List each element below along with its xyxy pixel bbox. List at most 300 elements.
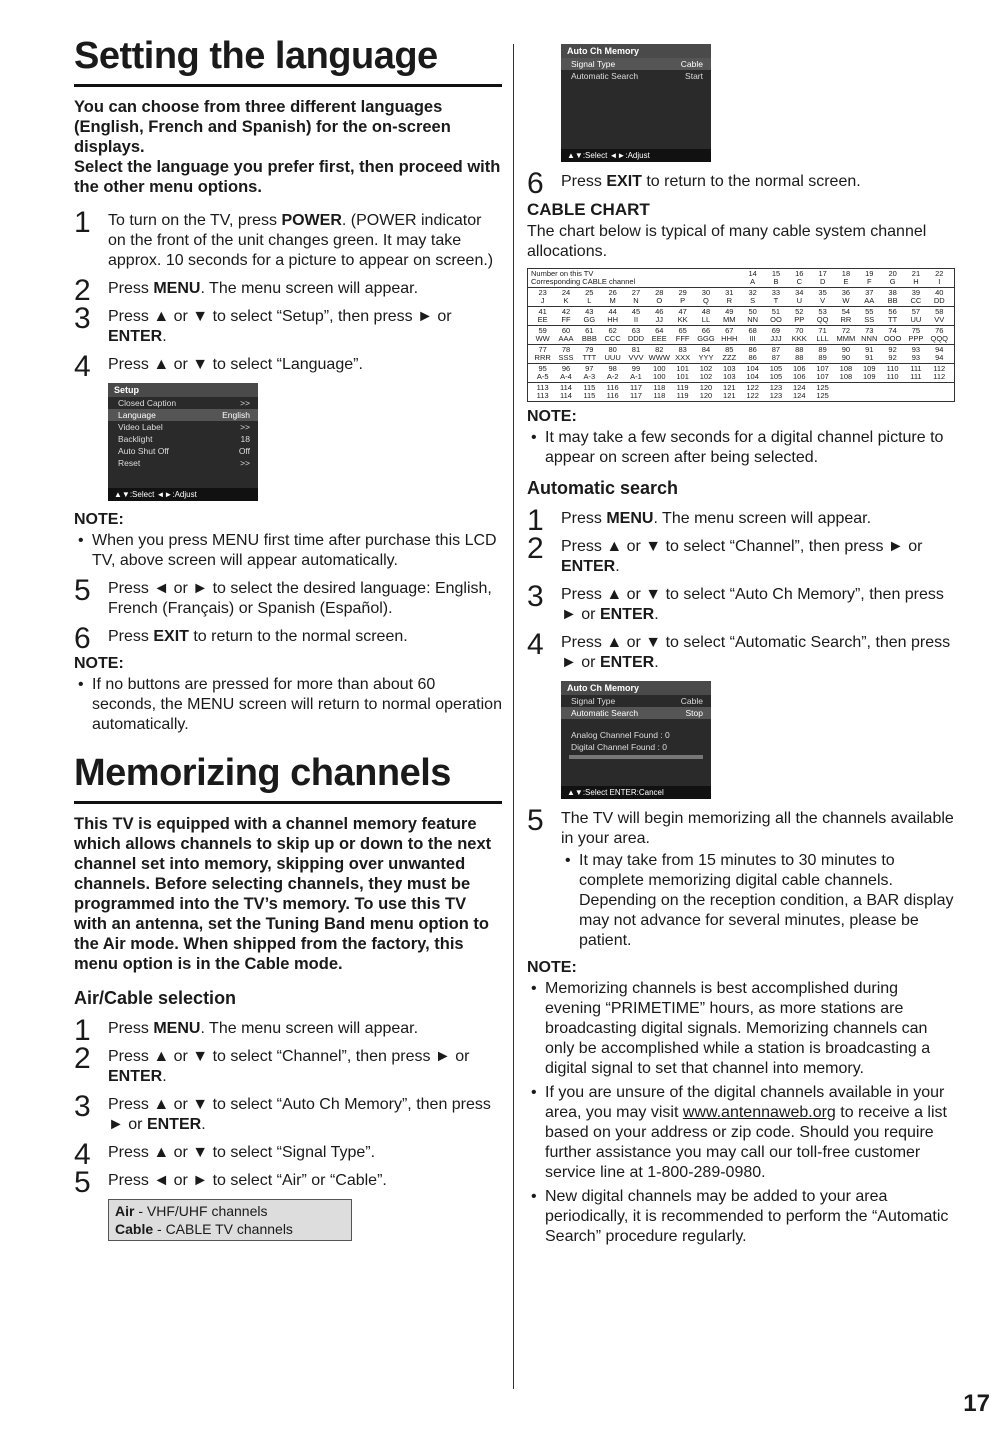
chart-header-line: Number on this TV [531,269,594,278]
step-text: Press [108,280,154,297]
chart-cell: 104 [746,364,759,373]
step-number: 3 [74,1090,91,1123]
menu-label: Signal Type [571,59,616,69]
menu-row [561,695,711,707]
chart-cell: 59 [538,326,547,335]
note-heading: NOTE: [74,655,124,672]
step-text: Press ▲ or ▼ to select “Language”. [108,356,363,373]
chart-cell: 61 [585,326,594,335]
chart-cell: 34 [795,288,804,297]
chart-cell: 27 [631,288,641,297]
chart-cell: 66 [701,326,711,335]
chart-cell: 100 [653,372,666,381]
digital-found-text: Digital Channel Found : 0 [571,742,667,752]
screen-footer: ▲▼:Select ◄►:Adjust [561,149,711,162]
chart-cell: 116 [606,383,619,392]
chart-row [528,383,954,401]
chart-cell: 120 [699,383,713,392]
legend-key: Cable [115,1221,154,1237]
auto-step-1 [527,504,955,537]
menu-value: Off [238,446,250,456]
menu-row-selected [108,409,258,421]
screen-footer: ▲▼:Select ENTER:Cancel [561,786,711,799]
chart-cell: UUU [604,353,621,362]
chart-cell: 120 [699,391,713,400]
chart-cell: 104 [746,372,759,381]
chart-cell: FFF [675,334,690,343]
intro-line-2: Select the language you prefer first, then proceed with the other menu options. [74,158,501,196]
chart-cell: J [540,296,545,305]
chart-cell: 18 [841,269,851,278]
setup-menu-screen [108,383,258,501]
chart-cell: KK [677,315,688,324]
cable-chart-heading: CABLE CHART [527,200,650,219]
chart-cell: 81 [631,345,641,354]
chart-cell: 22 [935,269,944,278]
step-text: . [201,1116,206,1133]
chart-cell: 72 [841,326,851,335]
chart-cell: KKK [791,334,807,343]
chart-cell: 79 [585,345,594,354]
chart-cell: T [773,296,779,305]
chart-cell: 71 [818,326,827,335]
step-4 [74,350,502,383]
automatic-search-heading: Automatic search [527,478,679,498]
chart-cell: 117 [629,391,642,400]
air-step-4 [74,1138,502,1171]
chart-cell: 53 [818,307,827,316]
chart-cell: F [867,277,872,286]
chart-cell: 99 [631,364,641,373]
chart-cell: 125 [816,391,829,400]
step-number: 5 [527,804,544,837]
note-text: If you are unsure of the digital channels available in your area, you may visit [545,1084,945,1121]
chart-cell: UU [910,315,922,324]
chart-cell: 74 [888,326,897,335]
step-6-exit [527,167,955,200]
chart-cell: 32 [748,288,757,297]
intro-line-1: You can choose from three different languages (English, French and Spanish) for the on-screen displays. [74,98,451,156]
chart-cell: 92 [888,345,897,354]
chart-cell: 112 [933,364,946,373]
chart-cell: K [563,296,569,305]
chart-cell: 57 [911,307,921,316]
chart-cell: 122 [746,391,759,400]
analog-found-text: Analog Channel Found : 0 [571,730,670,740]
step-key: POWER [281,212,342,229]
chart-row [528,288,954,307]
chart-cell: 109 [863,372,876,381]
step-key: MENU [153,1020,201,1037]
chart-cell: 56 [888,307,897,316]
step-number: 5 [74,1166,91,1199]
step-text: Press ▲ or ▼ to select “Channel”, then press ► or [108,1048,470,1065]
menu-label: Signal Type [571,696,616,706]
chart-cell: VV [934,315,945,324]
left-column [74,34,502,1241]
note-bullet: • If no buttons are pressed for more than about 60 seconds, the MENU screen will return to normal operation automatically. [74,675,502,735]
chart-cell: 91 [865,345,874,354]
chart-cell: 29 [678,288,687,297]
title-rule [74,84,502,87]
screen-title: Setup [108,383,258,397]
chart-cell: E [843,277,849,286]
chart-cell: QQ [816,315,829,324]
chart-cell: SSS [558,353,574,362]
chart-cell: 85 [725,345,734,354]
chart-cell: 64 [655,326,664,335]
chart-cell: 58 [935,307,944,316]
chart-cell: 125 [816,383,829,392]
chart-cell: 82 [655,345,664,354]
chart-cell: CC [910,296,922,305]
step-text: Press [108,628,154,645]
auto-step-3 [527,580,955,625]
chart-cell: 70 [795,326,804,335]
air-cable-legend [108,1199,352,1241]
chart-cell: 108 [839,372,853,381]
menu-value: >> [240,422,250,432]
chart-cell: FF [561,315,571,324]
chart-cell: 110 [886,364,899,373]
chart-cell: 119 [676,391,689,400]
chart-cell: TTT [582,353,597,362]
chart-cell: 121 [723,391,736,400]
step-text: . (POWER indicator on the front of the unit changes green. It may take approx. 10 seconds for a picture to appear on screen.) [108,212,494,269]
chart-cell: C [796,277,803,286]
chart-cell: 124 [793,383,806,392]
chart-cell: MMM [836,334,856,343]
chart-cell: 78 [561,345,571,354]
chart-cell: 41 [538,307,547,316]
step-text: Press ◄ or ► to select “Air” or “Cable”. [108,1172,387,1189]
step-text: Press ▲ or ▼ to select “Setup”, then press ► or [108,308,452,325]
menu-value: Cable [680,59,703,69]
step-key: ENTER [561,558,616,575]
chart-cell: AA [864,296,875,305]
note-text: to receive a list based on your address or zip code. Should you require further assistance you may call our toll-free customer service line at 1-800-289-0980. [545,1104,947,1181]
chart-cell: H [913,277,919,286]
chart-cell: 118 [653,391,666,400]
chart-cell: 115 [583,383,596,392]
chart-cell: 55 [865,307,874,316]
chart-cell: A-4 [560,372,572,381]
chart-cell: 111 [910,372,922,381]
note-bullet [527,1083,955,1183]
chart-cell: PP [794,315,805,324]
step-text: Press ◄ or ► to select the desired language: English, French (Français) or Spanish (Español). [108,580,492,617]
note-heading: NOTE: [527,959,577,976]
chart-header [531,270,741,286]
air-step-3 [74,1090,502,1135]
menu-label: Automatic Search [571,708,639,718]
chart-cell: 49 [725,307,734,316]
chart-cell: 115 [583,391,596,400]
chart-cell: 24 [561,288,571,297]
chart-cell: 54 [841,307,851,316]
step-number: 1 [74,1014,91,1047]
chart-cell: 98 [608,364,617,373]
step-number: 3 [74,302,91,335]
chart-header-line: Corresponding CABLE channel [531,277,636,286]
menu-label: Closed Caption [118,398,177,408]
note-heading: NOTE: [74,511,124,528]
cable-chart-table [527,268,955,402]
chart-cell: 103 [723,372,736,381]
step-2 [74,274,502,307]
chart-cell: 114 [560,391,572,400]
language-intro [74,97,502,197]
chart-cell: 39 [911,288,921,297]
chart-cell: 114 [560,383,572,392]
chart-cell: 84 [701,345,711,354]
chart-cell: 86 [748,353,757,362]
step-text: . The menu screen will appear. [653,510,872,527]
chart-cell: A [750,277,756,286]
step-sub-bullet: • It may take from 15 minutes to 30 minutes to complete memorizing digital cable channels. Depending on the reception condition, a BAR display may not advance for several minutes, please be patient. [561,851,955,951]
chart-cell: 96 [561,364,571,373]
chart-cell: 37 [865,288,874,297]
chart-cell: 31 [725,288,734,297]
chart-cell: 77 [538,345,547,354]
chart-cell: 103 [723,364,736,373]
chart-cell: AAA [558,334,574,343]
chart-cell: 75 [911,326,921,335]
menu-value: >> [240,398,250,408]
chart-cell: V [820,296,826,305]
chart-cell: 101 [676,364,689,373]
menu-label: Backlight [118,434,153,444]
chart-cell: 107 [816,372,829,381]
legend-text: - CABLE TV channels [153,1221,293,1237]
chart-cell: 15 [771,269,781,278]
chart-cell: 101 [676,372,689,381]
menu-value: English [222,410,250,420]
legend-text: - VHF/UHF channels [134,1203,268,1219]
chart-cell: S [750,296,756,305]
step-number: 2 [74,1042,91,1075]
chart-cell: 50 [748,307,757,316]
chart-cell: 19 [865,269,874,278]
chart-cell: 112 [933,372,946,381]
step-text: Press [561,173,607,190]
step-3 [74,302,502,347]
step-text: . [615,558,620,575]
menu-row [108,445,258,457]
chart-cell: A-3 [583,372,596,381]
menu-label: Automatic Search [571,71,639,81]
step-text: . [162,328,167,345]
note-bullet: • It may take a few seconds for a digital channel picture to appear on screen after being selected. [527,428,955,468]
chart-cell: 86 [748,345,757,354]
chart-cell: N [633,296,639,305]
step-text: Press ▲ or ▼ to select “Auto Ch Memory”, then press ► or [561,586,944,623]
chart-cell: 118 [653,383,666,392]
chart-cell: 21 [911,269,921,278]
step-key: ENTER [108,1068,163,1085]
chart-cell: RR [840,315,852,324]
chart-cell: 63 [631,326,641,335]
chart-cell: 94 [935,353,944,362]
chart-cell: A-5 [536,372,549,381]
auto-step-4 [527,628,955,673]
chart-cell: OOO [883,334,902,343]
screen-title: Auto Ch Memory [561,44,711,58]
legend-row-air [115,1202,345,1220]
section-title-memorizing: Memorizing channels [74,752,451,794]
step-text: Press ▲ or ▼ to select “Auto Ch Memory”, then press ► or [108,1096,491,1133]
menu-value: Cable [680,696,703,706]
right-column [527,44,955,1251]
automatic-search-screen [561,681,711,799]
chart-cell: G [889,277,896,286]
chart-cell: 28 [655,288,664,297]
chart-cell: 88 [795,353,804,362]
chart-cell: WW [535,334,550,343]
chart-cell: 20 [888,269,897,278]
chart-cell: 47 [678,307,687,316]
step-text: To turn on the TV, press [108,212,282,229]
chart-cell: XXX [675,353,691,362]
step-number: 5 [74,574,91,607]
chart-cell: 48 [701,307,711,316]
chart-cell: 100 [653,364,666,373]
chart-cell: DDD [627,334,645,343]
chart-cell: 87 [771,345,781,354]
legend-key: Air [115,1203,135,1219]
menu-label: Reset [118,458,141,468]
chart-cell: BB [887,296,898,305]
air-cable-heading: Air/Cable selection [74,988,237,1008]
chart-cell: 42 [561,307,571,316]
step-number: 1 [527,504,544,537]
cable-chart-desc: The chart below is typical of many cable system channel allocations. [527,223,927,260]
auto-ch-memory-screen [561,44,711,162]
chart-cell: 119 [676,383,689,392]
chart-cell: 33 [771,288,781,297]
chart-cell: A-2 [606,372,619,381]
chart-cell: LLL [816,334,829,343]
chart-cell: 102 [699,372,713,381]
chart-cell: PPP [908,334,924,343]
step-key: ENTER [108,328,163,345]
chart-cell: 89 [818,345,827,354]
chart-cell: Q [703,296,709,305]
title-rule [74,801,502,804]
step-text: . The menu screen will appear. [200,1020,419,1037]
chart-cell: 97 [585,364,594,373]
chart-cell: 109 [863,364,876,373]
step-number: 4 [74,350,91,383]
chart-cell: 65 [678,326,687,335]
chart-cell: 46 [655,307,664,316]
section-title-language: Setting the language [74,35,438,77]
step-text: Press ▲ or ▼ to select “Signal Type”. [108,1144,376,1161]
chart-cell: BBB [581,334,597,343]
chart-cell: EEE [651,334,667,343]
chart-cell: HHH [721,334,738,343]
menu-row [108,457,258,469]
chart-cell: 23 [538,288,547,297]
chart-cell: 106 [793,372,806,381]
step-number: 1 [74,206,91,239]
chart-cell: 25 [585,288,594,297]
chart-cell: GG [583,315,596,324]
chart-row [528,307,954,326]
chart-cell: 113 [536,391,549,400]
chart-cell: 111 [910,364,922,373]
step-text: . [654,654,659,671]
step-text: Press [108,1020,154,1037]
chart-cell: 123 [769,383,783,392]
chart-cell: 69 [771,326,781,335]
chart-cell: JJJ [770,334,782,343]
chart-cell: 116 [606,391,619,400]
auto-step-5 [527,804,955,951]
chart-row [528,269,954,288]
step-text: to return to the normal screen. [188,628,408,645]
step-text: Press ▲ or ▼ to select “Automatic Search”, then press ► or [561,634,951,671]
step-6 [74,622,502,655]
menu-label: Language [118,410,156,420]
chart-cell: TT [888,315,898,324]
step-number: 4 [527,628,544,661]
column-divider [513,44,514,1389]
chart-cell: YYY [698,353,714,362]
step-text: The TV will begin memorizing all the channels available in your area. [561,810,954,847]
step-1 [74,206,502,271]
chart-cell: 107 [816,364,829,373]
menu-label: Video Label [118,422,163,432]
chart-cell: R [726,296,732,305]
chart-row [528,326,954,345]
step-number: 3 [527,580,544,613]
chart-cell: 123 [769,391,783,400]
chart-cell: 110 [886,372,899,381]
menu-row [108,433,258,445]
chart-cell: II [633,315,639,324]
chart-cell: 106 [793,364,806,373]
menu-value: 18 [240,434,250,444]
chart-cell: W [842,296,850,305]
step-5 [74,574,502,619]
step-key: ENTER [599,606,655,623]
step-number: 6 [527,167,544,200]
step-text: . [654,606,659,623]
air-step-5 [74,1166,502,1199]
step-key: EXIT [153,628,189,645]
chart-cell: OO [770,315,782,324]
chart-cell: P [680,296,686,305]
chart-cell: 51 [771,307,781,316]
antennaweb-link[interactable]: www.antennaweb.org [682,1104,836,1121]
chart-cell: CCC [604,334,621,343]
chart-row [528,345,954,364]
chart-cell: JJ [655,315,664,324]
note-bullet: • Memorizing channels is best accomplished during evening “PRIMETIME” hours, as more stations are broadcasting digital signals. Memorizing channels can only be accomplished while a station is broadcasting a digital signal to set that channel into memory. [527,979,955,1079]
chart-cell: 76 [935,326,944,335]
chart-cell: 30 [701,288,711,297]
chart-cell: HH [607,315,619,324]
step-key: ENTER [599,654,655,671]
chart-cell: 80 [608,345,617,354]
chart-cell: 105 [769,372,783,381]
step-text: . The menu screen will appear. [200,280,419,297]
chart-cell: 93 [911,345,921,354]
note-bullet: • When you press MENU first time after purchase this LCD TV, above screen will appear automatically. [74,531,502,571]
auto-step-2 [527,532,955,577]
chart-cell: NNN [861,334,878,343]
